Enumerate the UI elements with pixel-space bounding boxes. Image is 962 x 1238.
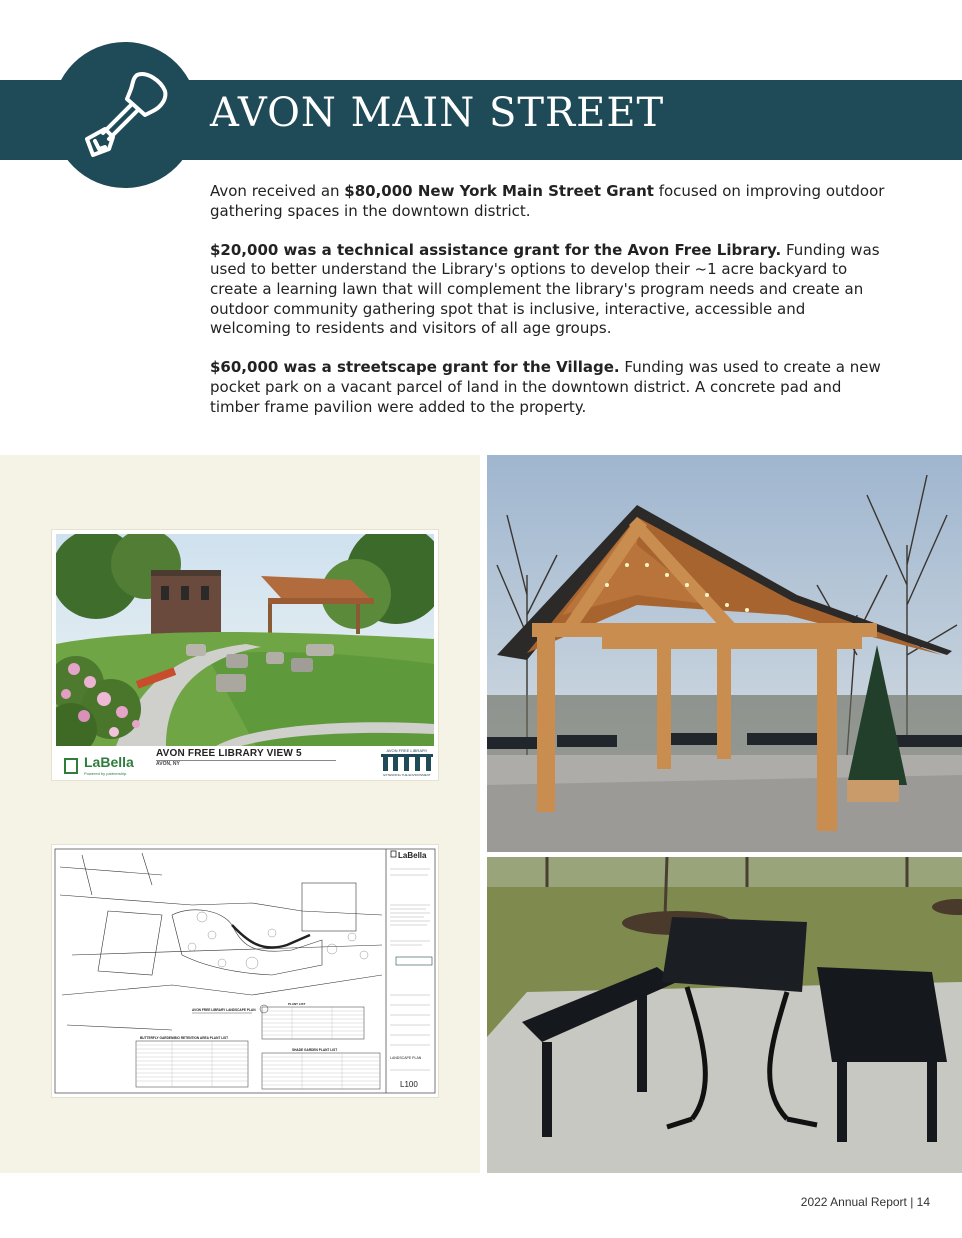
library-rendering-card	[52, 530, 438, 780]
plan-table1-title: BUTTERFLY GARDEN/BIO RETENTION AREA PLANT LIST	[140, 1036, 229, 1040]
library-rendering-image	[56, 534, 434, 746]
bold-text-run: $20,000 was a technical assistance grant for the Avon Free Library.	[210, 240, 782, 259]
picnic-table-photo	[487, 857, 962, 1173]
bold-text-run: $60,000 was a streetscape grant for the Village.	[210, 358, 620, 377]
labella-logo-icon	[64, 758, 78, 774]
library-columns-icon	[381, 754, 433, 774]
rendering-title-block	[52, 748, 438, 780]
pavilion-photo	[487, 455, 962, 852]
plan-sheet-label: LANDSCAPE PLAN	[390, 1056, 422, 1060]
intro-paragraph-3	[210, 358, 890, 417]
divider	[156, 760, 336, 761]
intro-paragraph-2	[210, 241, 890, 339]
landscape-plan-card	[52, 845, 438, 1097]
avon-free-library-logo	[381, 748, 433, 778]
page-footer: 2022 Annual Report | 14	[800, 1195, 930, 1209]
plan-brand: LaBella	[398, 851, 427, 860]
text-run: focused on improving outdoor gathering spaces in the downtown district.	[210, 182, 885, 220]
plan-sheet-number: L100	[400, 1080, 418, 1089]
text-run: Funding was used to better understand the Library's options to develop their ~1 acre backyard to create a learning lawn that will complement the library's program needs and create an outdoor community gathering spot that is inclusive, interactive, accessible and welcoming to residents and visitors of all age groups.	[210, 240, 880, 338]
text-run: Avon received an	[210, 182, 345, 200]
plan-table3-title: PLANT LIST	[288, 1002, 306, 1006]
plan-table2-title: SHADE GARDEN PLANT LIST	[292, 1048, 338, 1052]
header-icon-circle	[52, 42, 198, 188]
plan-title: AVON FREE LIBRARY LANDSCAPE PLAN	[192, 1008, 256, 1012]
north-arrow-icon	[260, 1005, 268, 1013]
page-title: AVON MAIN STREET	[210, 90, 665, 136]
intro-text	[210, 182, 890, 437]
afl-logo-subtext: EXTENDING THE ENVIRONMENT	[383, 773, 431, 777]
labella-tagline: Powered by partnership.	[84, 771, 128, 776]
landscape-plan-drawing	[52, 845, 438, 1097]
shovel-icon	[75, 65, 175, 165]
text-run: Funding was used to create a new pocket park on a vacant parcel of land in the downtown district. A concrete pad and timber frame pavilion were added to the property.	[210, 358, 881, 416]
intro-paragraph-1	[210, 182, 890, 221]
labella-brand: LaBella	[84, 754, 134, 770]
rendering-location: AVON, NY	[156, 761, 180, 767]
bold-text-run: $80,000 New York Main Street Grant	[344, 182, 654, 200]
rendering-view-title: AVON FREE LIBRARY VIEW 5	[156, 748, 302, 759]
afl-logo-text: AVON FREE LIBRARY	[386, 748, 428, 753]
